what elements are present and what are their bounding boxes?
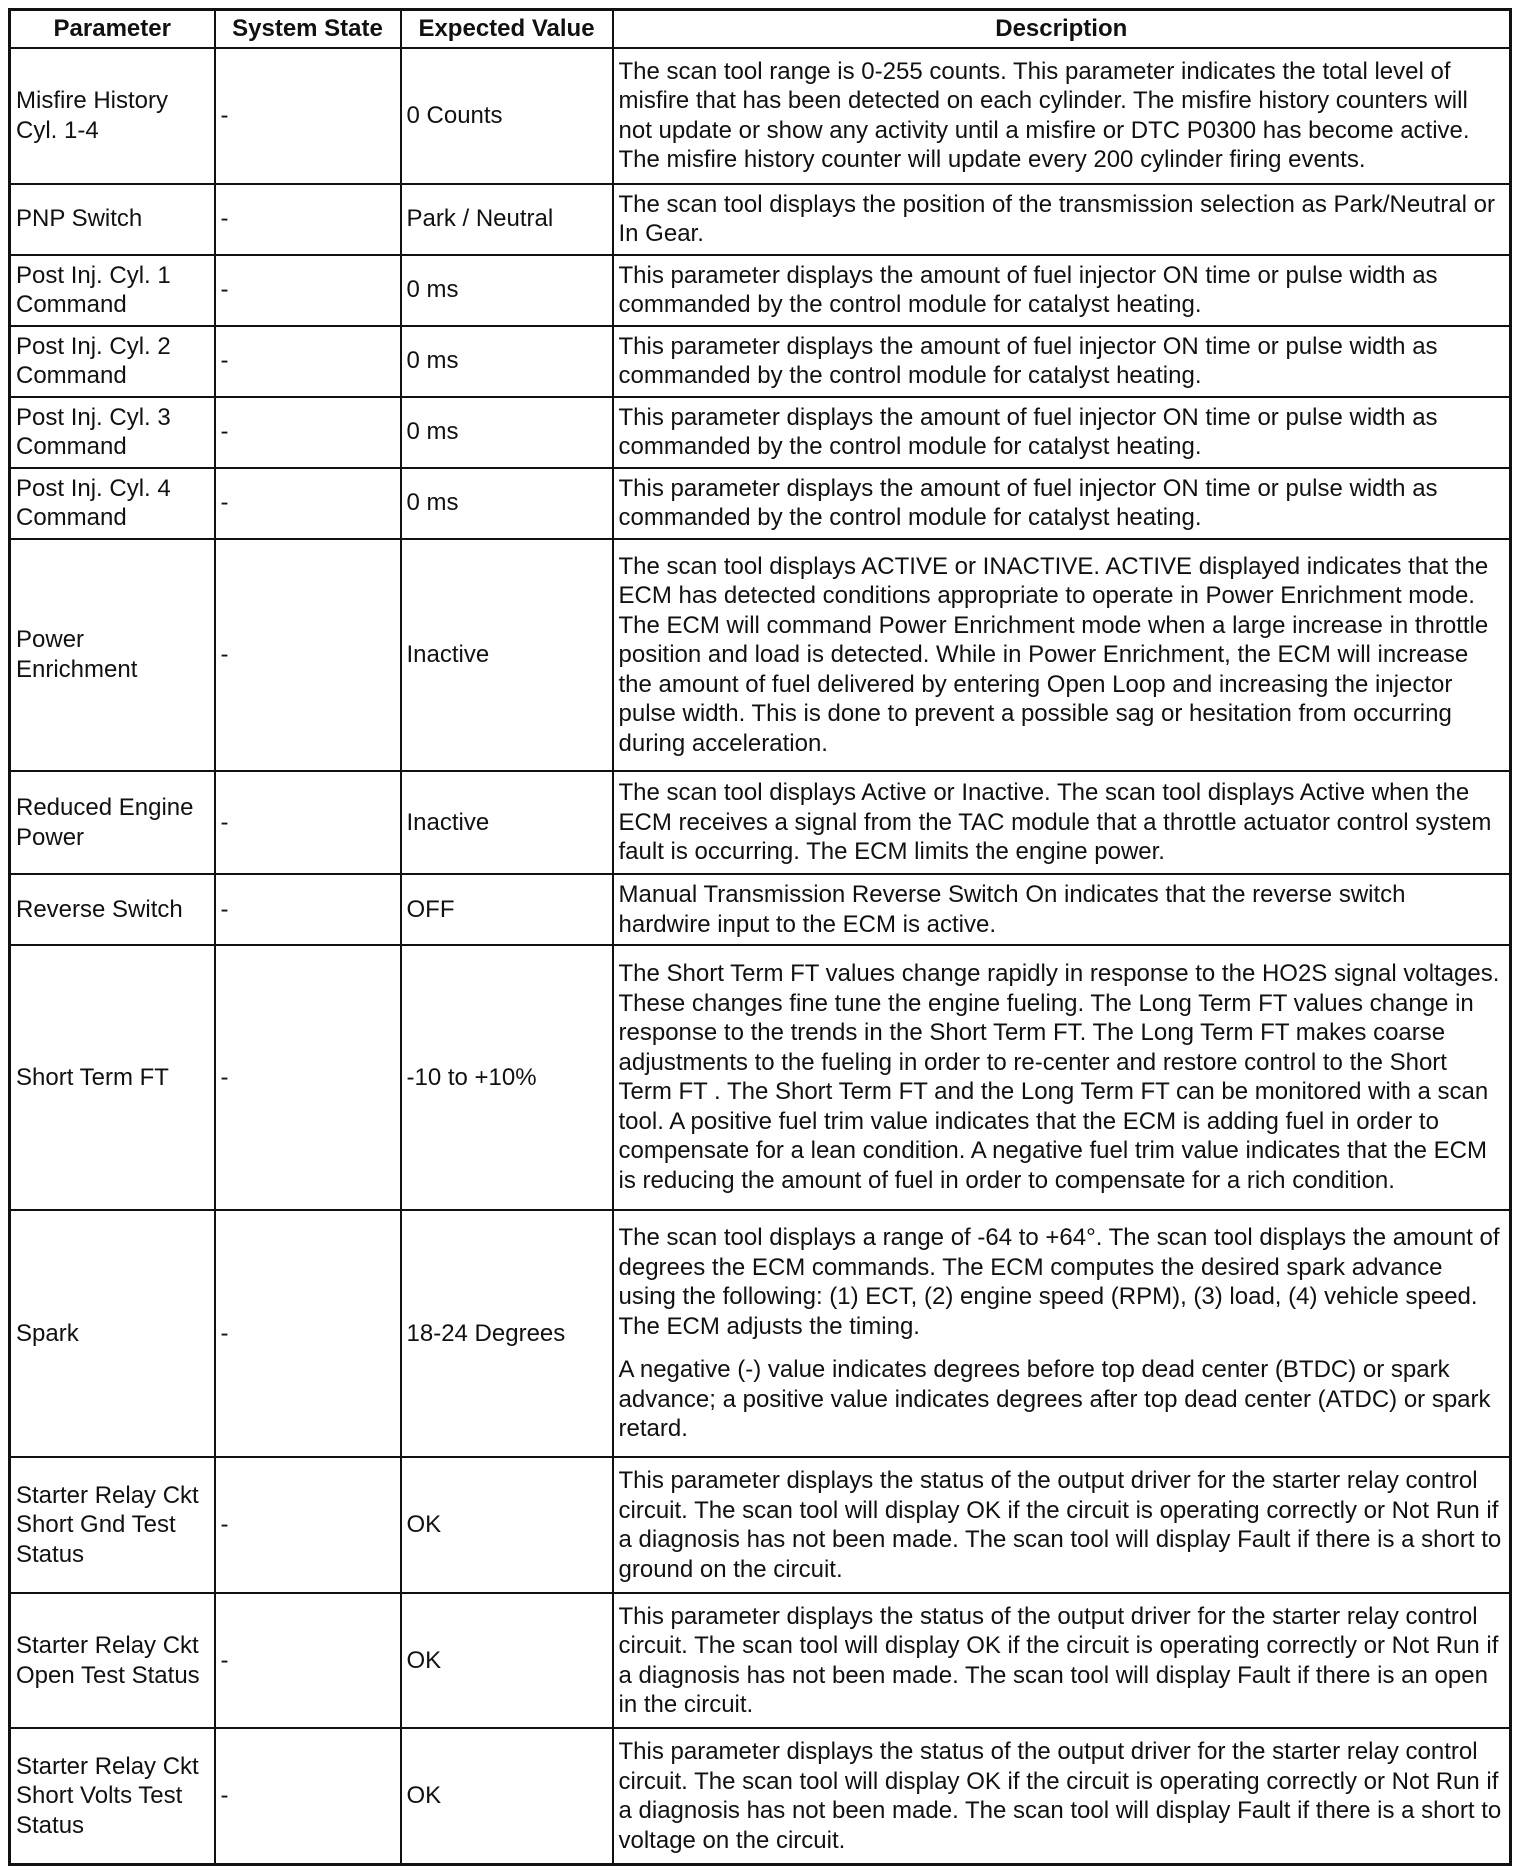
header-parameter: Parameter [10, 10, 215, 49]
parameter-cell: Short Term FT [10, 945, 215, 1209]
system-state-cell: - [215, 1593, 401, 1729]
description-paragraph: This parameter displays the amount of fuel injector ON time or pulse width as commanded by the control module for catalyst heating. [618, 332, 1438, 390]
table-row [10, 874, 1511, 945]
table-row [10, 48, 1511, 184]
parameter-cell: PNP Switch [10, 184, 215, 255]
parameter-cell: Reduced Engine Power [10, 771, 215, 874]
system-state-cell: - [215, 397, 401, 468]
system-state-cell: - [215, 255, 401, 326]
table-row [10, 397, 1511, 468]
expected-value-cell: Park / Neutral [401, 184, 613, 255]
description-cell [613, 1457, 1511, 1593]
description-paragraph: The scan tool displays the position of the transmission selection as Park/Neutral or In Gear. [618, 190, 1495, 248]
expected-value-cell: 0 ms [401, 468, 613, 539]
system-state-cell: - [215, 468, 401, 539]
table-row [10, 326, 1511, 397]
system-state-cell: - [215, 1728, 401, 1864]
table-row [10, 945, 1511, 1209]
expected-value-cell: -10 to +10% [401, 945, 613, 1209]
expected-value-cell: Inactive [401, 771, 613, 874]
system-state-cell: - [215, 1457, 401, 1593]
description-cell [613, 1728, 1511, 1864]
description-paragraph: Manual Transmission Reverse Switch On indicates that the reverse switch hardwire input to the ECM is active. [618, 881, 1406, 938]
table-row [10, 1728, 1511, 1864]
description-cell [613, 48, 1511, 184]
table-row [10, 1593, 1511, 1729]
table-row [10, 184, 1511, 255]
header-expected-value: Expected Value [401, 10, 613, 49]
description-paragraph: The scan tool displays Active or Inactive. The scan tool displays Active when the ECM receives a signal from the TAC module that a throttle actuator control system fault is occurring. The ECM limits the engine power. [618, 779, 1492, 866]
parameter-cell: Power Enrichment [10, 539, 215, 771]
description-cell [613, 539, 1511, 771]
parameter-cell: Spark [10, 1210, 215, 1458]
description-cell [613, 945, 1511, 1209]
system-state-cell: - [215, 539, 401, 771]
expected-value-cell: Inactive [401, 539, 613, 771]
description-paragraph: This parameter displays the amount of fuel injector ON time or pulse width as commanded by the control module for catalyst heating. [618, 261, 1438, 319]
parameter-cell: Starter Relay Ckt Short Volts Test Status [10, 1728, 215, 1864]
expected-value-cell: 18-24 Degrees [401, 1210, 613, 1458]
system-state-cell: - [215, 184, 401, 255]
description-paragraph: The scan tool displays ACTIVE or INACTIVE. ACTIVE displayed indicates that the ECM has detected conditions appropriate to operate in Power Enrichment mode. The ECM will command Power Enrichment mode when a large increase in throttle position and load is detected. While in Power Enrichment, the ECM will increase the amount of fuel delivered by entering Open Loop and increasing the injector pulse width. This is done to prevent a possible sag or hesitation from occurring during acceleration. [618, 552, 1489, 757]
description-cell [613, 397, 1511, 468]
expected-value-cell: 0 ms [401, 326, 613, 397]
expected-value-cell: OFF [401, 874, 613, 945]
description-paragraph: The scan tool range is 0-255 counts. This parameter indicates the total level of misfire that has been detected on each cylinder. The misfire history counters will not update or show any activity until a misfire or DTC P0300 has become active. The misfire history counter will update every 200 cylinder firing events. [618, 57, 1470, 174]
system-state-cell: - [215, 1210, 401, 1458]
description-cell [613, 874, 1511, 945]
description-paragraph: This parameter displays the status of the output driver for the starter relay control circuit. The scan tool will display OK if the circuit is operating correctly or Not Run if a diagnosis has not been made. The scan tool will display Fault if there is a short to ground on the circuit. [618, 1467, 1502, 1583]
description-paragraph: The scan tool displays a range of -64 to +64°. The scan tool displays the amount of degrees the ECM commands. The ECM computes the desired spark advance using the following: (1) ECT, (2) engine speed (RPM), (3) load, (4) vehicle speed. The ECM adjusts the timing. [618, 1224, 1500, 1340]
parameter-cell: Post Inj. Cyl. 2 Command [10, 326, 215, 397]
header-description: Description [613, 10, 1511, 49]
description-paragraph: The Short Term FT values change rapidly in response to the HO2S signal voltages. These changes fine tune the engine fueling. The Long Term FT values change in response to the trends in the Short Term FT. The Long Term FT makes coarse adjustments to the fueling in order to re-center and restore control to the Short Term FT . The Short Term FT and the Long Term FT can be monitored with a scan tool. A positive fuel trim value indicates that the ECM is adding fuel in order to compensate for a lean condition. A negative fuel trim value indicates that the ECM is reducing the amount of fuel in order to compensate for a rich condition. [618, 960, 1500, 1194]
expected-value-cell: OK [401, 1457, 613, 1593]
description-cell [613, 1593, 1511, 1729]
parameter-cell: Reverse Switch [10, 874, 215, 945]
description-cell [613, 255, 1511, 326]
parameter-table [8, 8, 1512, 1866]
expected-value-cell: 0 Counts [401, 48, 613, 184]
header-row [10, 10, 1511, 49]
expected-value-cell: OK [401, 1728, 613, 1864]
table-row [10, 1210, 1511, 1458]
parameter-cell: Post Inj. Cyl. 1 Command [10, 255, 215, 326]
description-paragraph: This parameter displays the status of the output driver for the starter relay control circuit. The scan tool will display OK if the circuit is operating correctly or Not Run if a diagnosis has not been made. The scan tool will display Fault if there is a short to voltage on the circuit. [618, 1738, 1502, 1854]
description-cell [613, 468, 1511, 539]
description-paragraph: A negative (-) value indicates degrees before top dead center (BTDC) or spark advance; a positive value indicates degrees after top dead center (ATDC) or spark retard. [618, 1356, 1491, 1443]
description-cell [613, 1210, 1511, 1458]
expected-value-cell: 0 ms [401, 255, 613, 326]
description-paragraph: This parameter displays the amount of fuel injector ON time or pulse width as commanded by the control module for catalyst heating. [618, 474, 1438, 532]
description-cell [613, 326, 1511, 397]
parameter-cell: Starter Relay Ckt Short Gnd Test Status [10, 1457, 215, 1593]
table-row [10, 468, 1511, 539]
system-state-cell: - [215, 48, 401, 184]
table-body [10, 48, 1511, 1865]
table-row [10, 1457, 1511, 1593]
parameter-cell: Misfire History Cyl. 1-4 [10, 48, 215, 184]
system-state-cell: - [215, 771, 401, 874]
system-state-cell: - [215, 874, 401, 945]
parameter-cell: Starter Relay Ckt Open Test Status [10, 1593, 215, 1729]
parameter-cell: Post Inj. Cyl. 3 Command [10, 397, 215, 468]
table-row [10, 255, 1511, 326]
description-paragraph: This parameter displays the status of the output driver for the starter relay control circuit. The scan tool will display OK if the circuit is operating correctly or Not Run if a diagnosis has not been made. The scan tool will display Fault if there is an open in the circuit. [618, 1602, 1499, 1719]
parameter-cell: Post Inj. Cyl. 4 Command [10, 468, 215, 539]
table-header [10, 10, 1511, 49]
system-state-cell: - [215, 945, 401, 1209]
description-cell [613, 771, 1511, 874]
system-state-cell: - [215, 326, 401, 397]
table-row [10, 771, 1511, 874]
description-cell [613, 184, 1511, 255]
expected-value-cell: 0 ms [401, 397, 613, 468]
expected-value-cell: OK [401, 1593, 613, 1729]
description-paragraph: This parameter displays the amount of fuel injector ON time or pulse width as commanded by the control module for catalyst heating. [618, 403, 1438, 461]
table-row [10, 539, 1511, 771]
header-system-state: System State [215, 10, 401, 49]
